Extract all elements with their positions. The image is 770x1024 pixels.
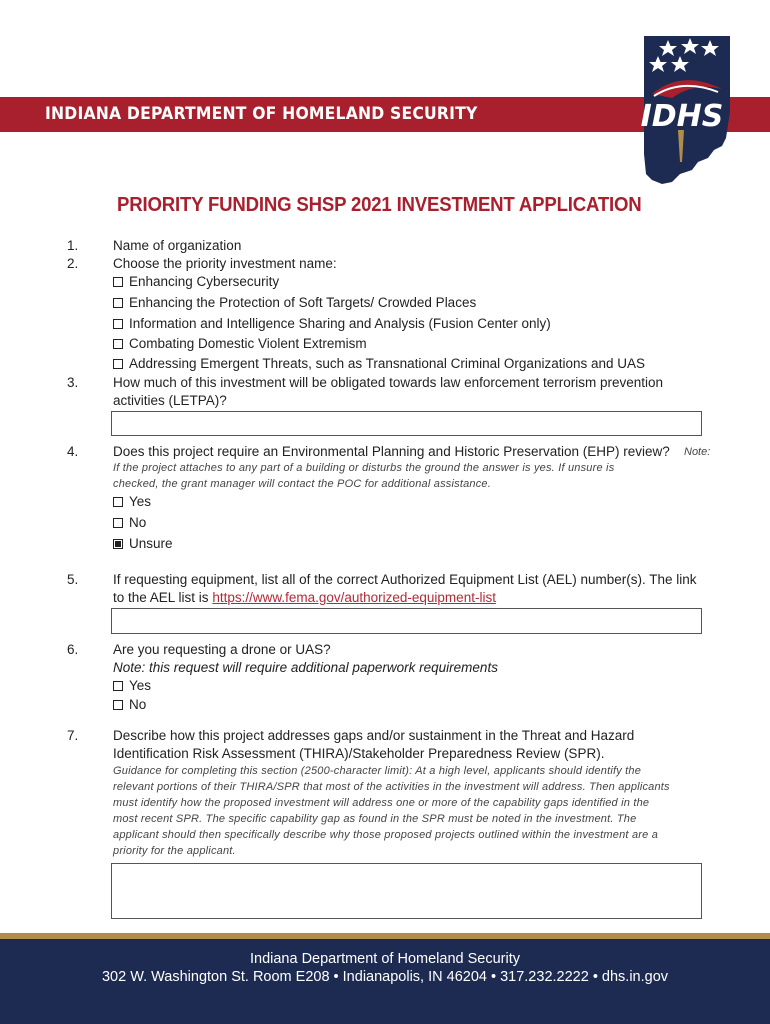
- option-label: Enhancing the Protection of Soft Targets/ Crowded Places: [129, 295, 477, 310]
- question-number: 7.: [67, 728, 79, 743]
- question-text: activities (LETPA)?: [113, 393, 227, 408]
- thira-description-field[interactable]: [111, 863, 702, 919]
- question-text: If requesting equipment, list all of the correct Authorized Equipment List (AEL) number(s). The link: [113, 572, 697, 587]
- question-number: 1.: [67, 238, 79, 253]
- note-text: Note: this request will require additional paperwork requirements: [113, 660, 498, 675]
- checkbox[interactable]: [113, 298, 123, 308]
- question-number: 5.: [67, 572, 79, 587]
- guidance-text: most recent SPR. The specific capability gap as found in the SPR must be noted in the investment. The: [113, 813, 637, 825]
- option-ehp-yes[interactable]: [113, 494, 151, 509]
- footer-contact: 302 W. Washington St. Room E208 • Indianapolis, IN 46204 • 317.232.2222 • dhs.in.gov: [101, 969, 669, 985]
- checkbox[interactable]: [113, 497, 123, 507]
- question-number: 6.: [67, 642, 79, 657]
- question-number: 3.: [67, 375, 79, 390]
- checkbox[interactable]: [113, 339, 123, 349]
- question-text-line: [113, 590, 496, 605]
- ael-link[interactable]: https://www.fema.gov/authorized-equipment-list: [212, 590, 496, 605]
- guidance-text: must identify how the proposed investment will address one or more of the capability gaps identified in the: [113, 797, 650, 809]
- question-text: How much of this investment will be obligated towards law enforcement terrorism prevention: [113, 375, 663, 390]
- option-label: Enhancing Cybersecurity: [129, 274, 280, 289]
- idhs-logo: [622, 34, 742, 186]
- checkbox[interactable]: [113, 518, 123, 528]
- question-text: to the AEL list is: [113, 590, 213, 605]
- option-label: Yes: [129, 678, 152, 693]
- checkbox[interactable]: [113, 359, 123, 369]
- option-drone-yes[interactable]: [113, 678, 151, 693]
- svg-text:IDHS: IDHS: [640, 99, 724, 134]
- checkbox[interactable]: [113, 700, 123, 710]
- ael-numbers-field[interactable]: [111, 608, 702, 634]
- letpa-field[interactable]: [111, 411, 702, 436]
- option-label: No: [129, 697, 147, 712]
- question-text: Choose the priority investment name:: [113, 256, 337, 271]
- question-text: Identification Risk Assessment (THIRA)/Stakeholder Preparedness Review (SPR).: [113, 746, 605, 761]
- option-label: No: [129, 515, 147, 530]
- question-text: Are you requesting a drone or UAS?: [113, 642, 331, 657]
- option-cybersecurity[interactable]: [113, 274, 279, 289]
- agency-title: INDIANA DEPARTMENT OF HOMELAND SECURITY: [45, 104, 478, 124]
- question-text: Describe how this project addresses gaps and/or sustainment in the Threat and Hazard: [113, 728, 635, 743]
- footer-agency-name: Indiana Department of Homeland Security: [249, 951, 520, 967]
- option-drone-no[interactable]: [113, 697, 146, 712]
- question-number: 2.: [67, 256, 79, 271]
- option-label: Combating Domestic Violent Extremism: [129, 336, 367, 351]
- guidance-text: relevant portions of their THIRA/SPR that most of the activities in the investment will address. Then applicants: [113, 781, 670, 793]
- option-label: Addressing Emergent Threats, such as Transnational Criminal Organizations and UAS: [129, 356, 646, 371]
- checkbox-checked[interactable]: [113, 539, 123, 549]
- note-text: checked, the grant manager will contact the POC for additional assistance.: [113, 478, 491, 490]
- option-intelligence-sharing[interactable]: [113, 316, 551, 331]
- option-ehp-unsure[interactable]: [113, 536, 173, 551]
- question-text: Does this project require an Environmental Planning and Historic Preservation (EHP) review?: [113, 444, 670, 459]
- checkbox[interactable]: [113, 319, 123, 329]
- option-label: Information and Intelligence Sharing and Analysis (Fusion Center only): [129, 316, 551, 331]
- checkbox[interactable]: [113, 277, 123, 287]
- guidance-text: priority for the applicant.: [113, 845, 236, 857]
- checkbox[interactable]: [113, 681, 123, 691]
- guidance-text: applicant should then specifically describe why those proposed projects outlined within the investment are a: [113, 829, 659, 841]
- option-ehp-no[interactable]: [113, 515, 146, 530]
- guidance-text: Guidance for completing this section (2500-character limit): At a high level, applicants should identify the: [113, 765, 642, 777]
- question-text: Name of organization: [113, 238, 242, 253]
- option-domestic-extremism[interactable]: [113, 336, 367, 351]
- note-label: Note:: [684, 446, 711, 458]
- question-number: 4.: [67, 444, 79, 459]
- option-soft-targets[interactable]: [113, 295, 476, 310]
- option-emergent-threats[interactable]: [113, 356, 645, 371]
- note-text: If the project attaches to any part of a building or disturbs the ground the answer is yes. If unsure is: [113, 462, 615, 474]
- option-label: Yes: [129, 494, 152, 509]
- document-title: PRIORITY FUNDING SHSP 2021 INVESTMENT APPLICATION: [117, 194, 642, 216]
- option-label: Unsure: [129, 536, 173, 551]
